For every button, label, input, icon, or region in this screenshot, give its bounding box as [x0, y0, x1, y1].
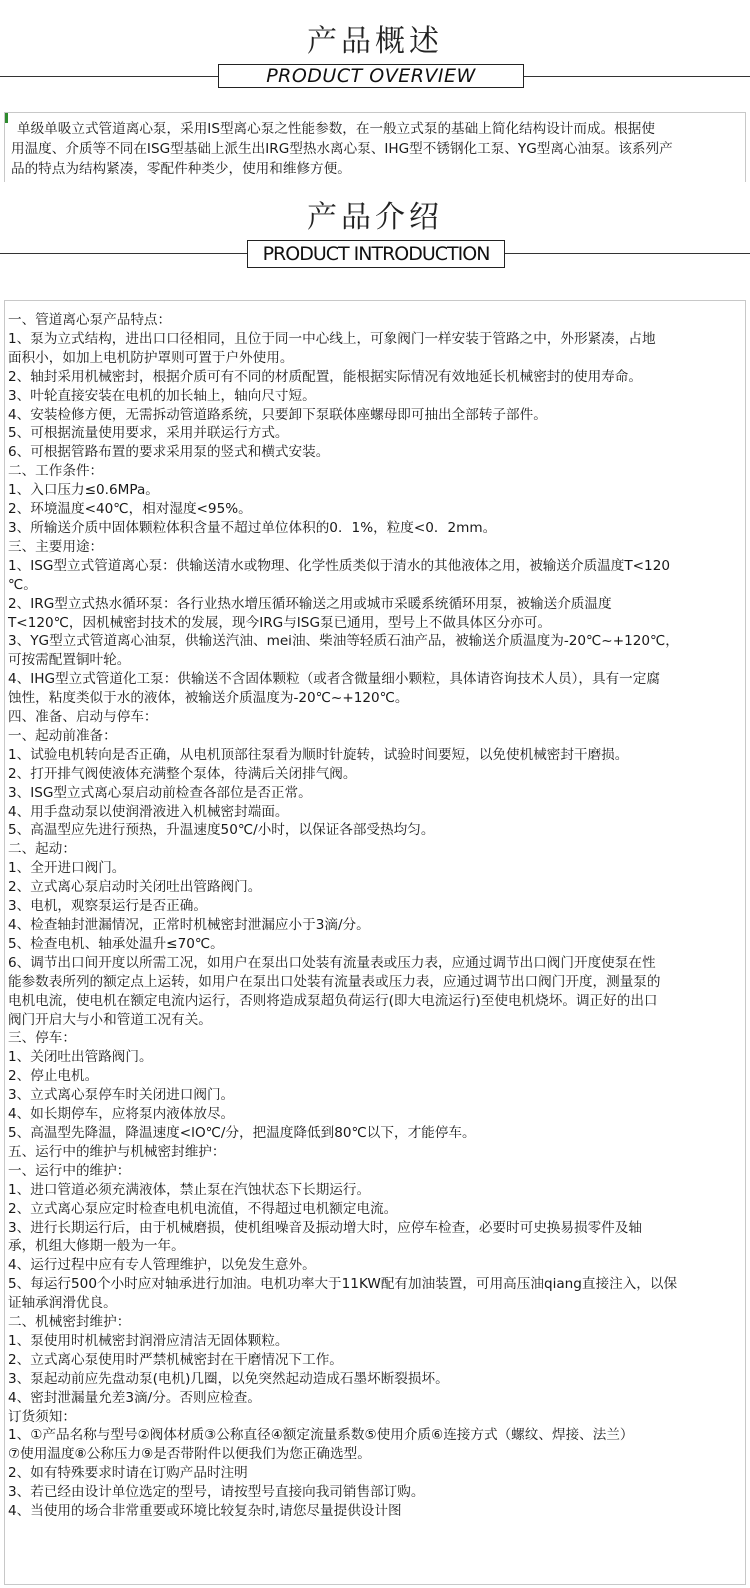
overview-text	[5, 113, 745, 179]
intro-line: 5、可根据流量使用要求，采用并联运行方式。	[8, 425, 289, 442]
intro-line: 五、运行中的维护与机械密封维护：	[8, 1143, 226, 1160]
overview-rule-left	[0, 76, 218, 77]
intro-line: 4、运行过程中应有专人管理维护，以免发生意外。	[8, 1257, 316, 1274]
intro-line: 三、停车：	[8, 1030, 76, 1047]
intro-rule-left	[0, 253, 247, 254]
intro-line: 4、安装检修方便，无需拆动管道路系统，只要卸下泵联体座螺母即可抽出全部转子部件。	[8, 406, 547, 423]
intro-line: 蚀性，粘度类似于水的液体，被输送介质温度为-20℃~+120℃。	[8, 690, 409, 707]
overview-rule-right	[524, 76, 750, 77]
intro-line: 3、电机，观察泵运行是否正确。	[8, 898, 207, 915]
intro-line: 5、高温型先降温，降温速度<lO℃/分，把温度降低到80℃以下，才能停车。	[8, 1124, 476, 1141]
intro-line: 承，机组大修期一般为一年。	[8, 1238, 185, 1255]
intro-line: 3、泵起动前应先盘动泵(电机)几圈，以免突然起动造成石墨坏断裂损坏。	[8, 1370, 449, 1387]
intro-rule-right	[505, 253, 750, 254]
intro-line: 阀门开启大与小和管道工况有关。	[8, 1011, 212, 1028]
intro-line: 1、全开进口阀门。	[8, 860, 126, 877]
intro-line: 5、高温型应先进行预热，升温速度50℃/小时，以保证各部受热均匀。	[8, 822, 435, 839]
intro-line: 证轴承润滑优良。	[8, 1295, 117, 1312]
intro-line: 1、入口压力≤0.6MPa。	[8, 482, 159, 499]
intro-line: 可按需配置铜叶轮。	[8, 652, 131, 669]
intro-title-cn: 产品介绍	[307, 200, 443, 235]
intro-panel	[4, 300, 746, 1585]
intro-line: 2、轴封采用机械密封，根据介质可有不同的材质配置，能根据实际情况有效地延长机械密封的使用寿命。	[8, 368, 642, 385]
intro-line: ℃。	[8, 576, 37, 593]
intro-line: 1、ISG型立式管道离心泵：供输送清水或物理、化学性质类似于清水的其他液体之用，被输送介质温度T<120	[8, 557, 670, 574]
intro-line: 3、所输送介质中固体颗粒体积含量不超过单位体积的0．1%，粒度<0．2mm。	[8, 519, 497, 536]
overview-line: 单级单吸立式管道离心泵，采用IS型离心泵之性能参数，在一般立式泵的基础上简化结构设计而成。根据使	[17, 121, 655, 137]
intro-line: 2、环境温度<40℃，相对湿度<95%。	[8, 501, 252, 518]
intro-line: 3、YG型立式管道离心油泵，供输送汽油、mei油、柴油等轻质石油产品，被输送介质温度为-20℃~+120℃，	[8, 633, 679, 650]
intro-line: 二、机械密封维护：	[8, 1314, 131, 1331]
intro-line: 2、立式离心泵启动时关闭吐出管路阀门。	[8, 879, 262, 896]
intro-line: 1、进口管道必须充满液体，禁止泵在汽蚀状态下长期运行。	[8, 1181, 371, 1198]
intro-line: 一、管道离心泵产品特点：	[8, 312, 172, 328]
intro-line: 1、泵为立式结构，进出口口径相同，且位于同一中心线上，可象阀门一样安装于管路之中，外形紧凑，占地	[8, 330, 656, 347]
intro-line: 3、叶轮直接安装在电机的加长轴上，轴向尺寸短。	[8, 387, 316, 404]
intro-line: T<120℃，因机械密封技术的发展，现今IRG与ISG泵已通用，型号上不做具体区分亦可。	[8, 614, 552, 631]
intro-title-en: PRODUCT INTRODUCTION	[247, 240, 505, 268]
intro-line: 4、密封泄漏量允差3滴/分。否则应检查。	[8, 1389, 261, 1406]
overview-line: 用温度、介质等不同在ISG型基础上派生出IRG型热水离心泵、IHG型不锈钢化工泵、YG型离心油泵。该系列产	[11, 141, 673, 157]
intro-line: 3、ISG型立式离心泵启动前检查各部位是否正常。	[8, 784, 312, 801]
intro-line: 2、立式离心泵使用时严禁机械密封在干磨情况下工作。	[8, 1351, 343, 1368]
intro-line: 二、起动：	[8, 841, 76, 858]
overview-line: 品的特点为结构紧凑，零配件种类少，使用和维修方便。	[11, 161, 351, 177]
overview-heading	[0, 22, 750, 92]
intro-text	[5, 301, 745, 1521]
intro-line: 4、检查轴封泄漏情况，正常时机械密封泄漏应小于3滴/分。	[8, 917, 370, 933]
intro-line: 4、用手盘动泵以使润滑液进入机械密封端面。	[8, 803, 289, 820]
intro-line: 能参数表所列的额定点上运转，如用户在泵出口处装有流量表或压力表，应通过调节出口阀门开度，测量泵的	[8, 973, 661, 990]
intro-line: 3、进行长期运行后，由于机械磨损，使机组噪音及振动增大时，应停车检查，必要时可史换易损零件及轴	[8, 1219, 642, 1236]
intro-line: 5、检查电机、轴承处温升≤70℃。	[8, 935, 224, 952]
intro-line: 1、①产品名称与型号②阀体材质③公称直径④额定流量系数⑤使用介质⑥连接方式（螺纹、焊接、法兰）	[8, 1427, 634, 1444]
intro-line: 面积小，如加上电机防护罩则可置于户外使用。	[8, 349, 294, 366]
intro-line: 6、调节出口间开度以所需工况，如用户在泵出口处装有流量表或压力表，应通过调节出口阀门开度使泵在性	[8, 954, 656, 971]
intro-line: 3、立式离心泵停车时关闭进口阀门。	[8, 1087, 235, 1104]
intro-line: 2、停止电机。	[8, 1068, 99, 1085]
intro-line: 5、每运行500个小时应对轴承进行加油。电机功率大于11KW配有加油装置，可用高压油qiang直接注入，以保	[8, 1276, 678, 1293]
intro-line: 4、如长期停车，应将泵内液体放尽。	[8, 1106, 235, 1123]
intro-line: ⑦使用温度⑧公称压力⑨是否带附件以便我们为您正确选型。	[8, 1446, 371, 1463]
intro-line: 2、如有特殊要求时请在订购产品时注明	[8, 1465, 248, 1482]
intro-line: 一、运行中的维护：	[8, 1162, 131, 1179]
intro-line: 4、当使用的场合非常重要或环境比较复杂时,请您尽量提供设计图	[8, 1503, 402, 1520]
overview-marker	[5, 113, 8, 123]
intro-line: 1、关闭吐出管路阀门。	[8, 1049, 153, 1066]
intro-line: 3、若已经由设计单位选定的型号，请按型号直接向我司销售部订购。	[8, 1484, 425, 1501]
intro-line: 三、主要用途：	[8, 538, 104, 555]
intro-line: 一、起动前准备：	[8, 727, 117, 744]
intro-line: 订货须知：	[8, 1408, 76, 1425]
intro-line: 二、工作条件：	[8, 463, 104, 480]
intro-line: 6、可根据管路布置的要求采用泵的竖式和横式安装。	[8, 444, 330, 461]
intro-line: 1、泵使用时机械密封润滑应清洁无固体颗粒。	[8, 1332, 289, 1349]
overview-title-cn: 产品概述	[307, 24, 443, 59]
intro-line: 2、打开排气阀使液体充满整个泵体，待满后关闭排气阀。	[8, 765, 357, 782]
intro-line: 四、准备、启动与停车：	[8, 709, 158, 726]
intro-line: 2、IRG型立式热水循环泵：各行业热水增压循环输送之用或城市采暖系统循环用泵，被输送介质温度	[8, 595, 612, 612]
intro-line: 2、立式离心泵应定时检查电机电流值，不得超过电机额定电流。	[8, 1200, 398, 1217]
overview-panel	[4, 112, 746, 182]
intro-line: 4、IHG型立式管道化工泵：供输送不含固体颗粒（或者含微量细小颗粒，具体请咨询技术人员），具有一定腐	[8, 671, 660, 688]
overview-title-en: PRODUCT OVERVIEW	[218, 64, 524, 88]
intro-line: 电机电流，使电机在额定电流内运行，否则将造成泵超负荷运行(即大电流运行)至使电机烧坏。调正好的出口	[8, 992, 658, 1009]
intro-line: 1、试验电机转向是否正确，从电机顶部往泵看为顺时针旋转，试验时间要短，以免使机械密封干磨损。	[8, 746, 629, 763]
intro-heading	[0, 198, 750, 268]
